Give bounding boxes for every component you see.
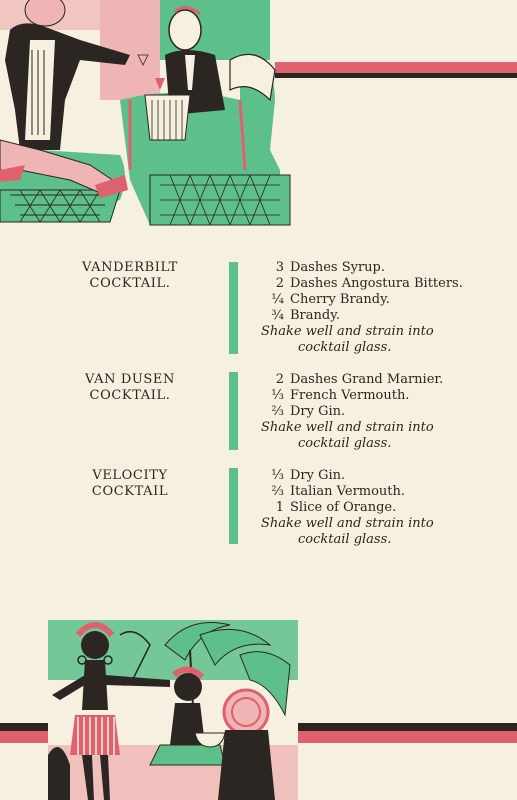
ingredient-row: ¼ Cherry Brandy. [271, 292, 390, 307]
ingredient-row: 1 Slice of Orange. [275, 500, 397, 515]
ingredient-row: ¾ Brandy. [271, 308, 340, 323]
instruction-line: cocktail glass. [298, 436, 392, 451]
ingredient-row: ⅔ Dry Gin. [271, 404, 346, 419]
instruction-line: cocktail glass. [298, 532, 392, 547]
ingredient-row: 2 Dashes Angostura Bitters. [275, 276, 463, 291]
green-divider-bar [229, 262, 238, 354]
instruction-line: Shake well and strain into [261, 516, 434, 531]
recipe-name: VAN DUSEN COCKTAIL. [85, 372, 175, 403]
ingredient-row: ⅓ French Vermouth. [271, 388, 410, 403]
ingredient-row: 2 Dashes Grand Marnier. [275, 372, 444, 387]
ingredient-row: ⅓ Dry Gin. [271, 468, 346, 483]
ingredient-row: 3 Dashes Syrup. [275, 260, 386, 275]
bottom-illustration [0, 605, 517, 800]
ingredient-row: ⅔ Italian Vermouth. [271, 484, 406, 499]
ingredient-list [258, 260, 508, 356]
ingredient-list [258, 468, 508, 548]
instruction-line: Shake well and strain into [261, 324, 434, 339]
top-illustration [0, 0, 517, 232]
instruction-line: Shake well and strain into [261, 420, 434, 435]
instruction-line: cocktail glass. [298, 340, 392, 355]
green-divider-bar [229, 372, 238, 450]
recipe-name: VELOCITY COCKTAIL [91, 468, 169, 499]
recipe-name: VANDERBILT COCKTAIL. [82, 260, 178, 291]
green-divider-bar [229, 468, 238, 544]
ingredient-list [258, 372, 508, 452]
